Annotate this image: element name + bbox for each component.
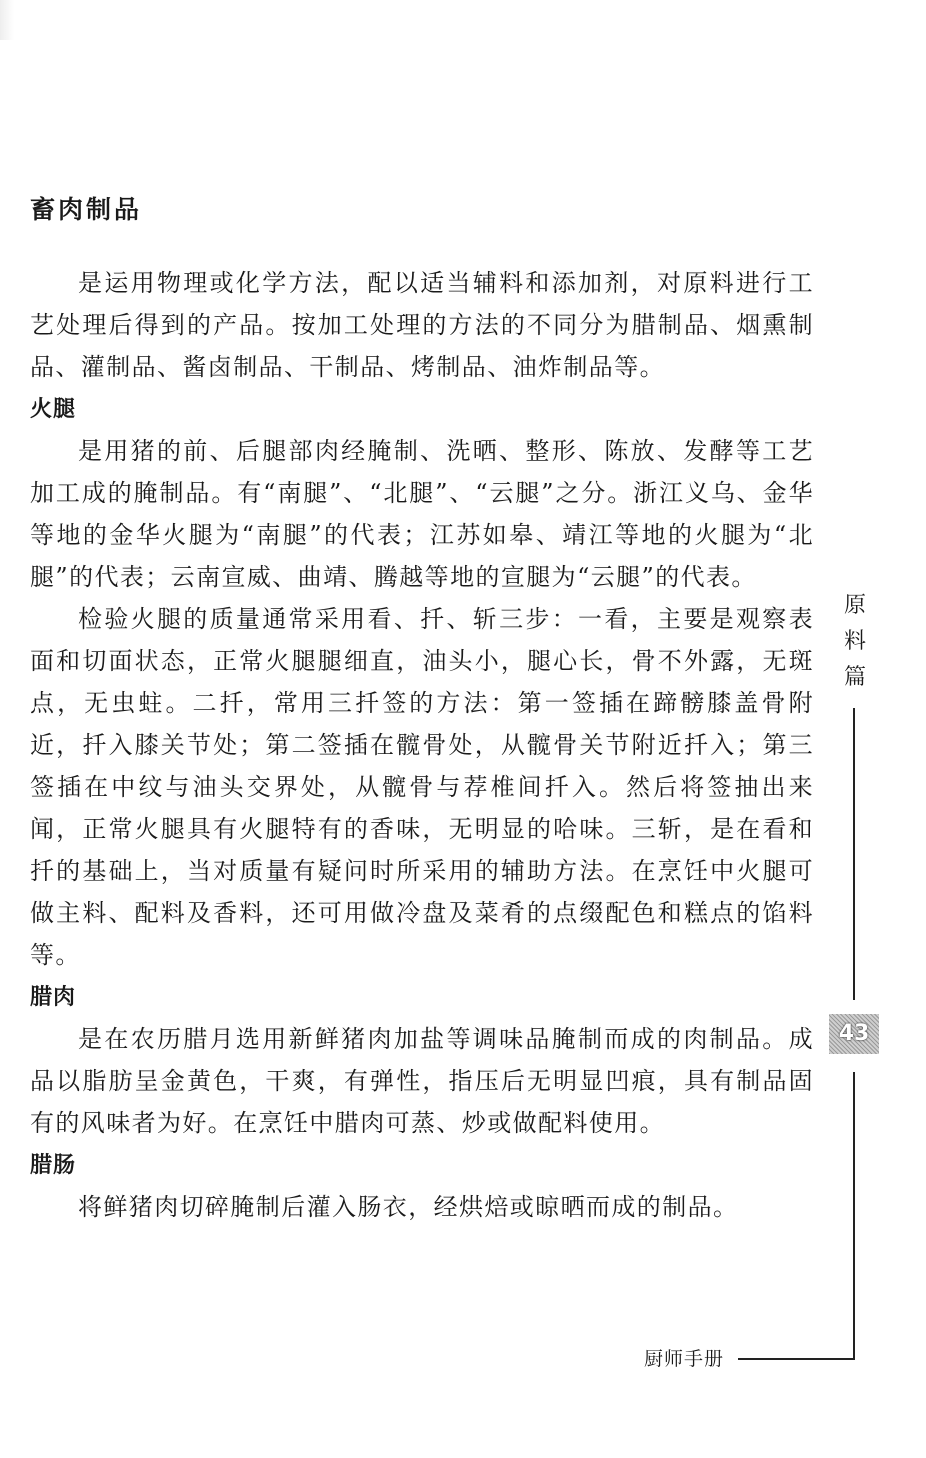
chapter-side-label [840, 588, 870, 696]
side-label-char-2: 料 [843, 629, 866, 654]
entry-title-sausage: 腊肠 [30, 1153, 77, 1178]
main-text [30, 188, 814, 1228]
ham-paragraph-2: 检验火腿的质量通常采用看、扦、斩三步：一看，主要是观察表面和切面状态，正常火腿腿细直，油头小，腿心长，骨不外露，无斑点，无虫蛀。二扦，常用三扦签的方法：第一签插在蹄髈膝盖骨附近，扦入膝关节处；第二签插在髋骨处，从髋骨关节附近扦入；第三签插在中纹与油头交界处，从髋骨与荐椎间扦入。然后将签抽出来闻，正常火腿具有火腿特有的香味，无明显的哈味。三斩，是在看和扦的基础上，当对质量有疑问时所采用的辅助方法。在烹饪中火腿可做主料、配料及香料，还可用做冷盘及菜肴的点缀配色和糕点的馅料等。 [30, 605, 814, 969]
side-label-char-1: 原 [843, 593, 866, 618]
section-title: 畜肉制品 [30, 195, 143, 224]
margin-rule-upper [853, 708, 855, 1000]
intro-paragraph: 是运用物理或化学方法，配以适当辅料和添加剂，对原料进行工艺处理后得到的产品。按加工处理的方法的不同分为腊制品、烟熏制品、灌制品、酱卤制品、干制品、烤制品、油炸制品等。 [30, 269, 814, 381]
side-label-char-3: 篇 [843, 665, 866, 690]
running-footer-title: 厨师手册 [644, 1348, 725, 1370]
margin-rule-lower [853, 1072, 855, 1360]
ham-paragraph-1: 是用猪的前、后腿部肉经腌制、洗晒、整形、陈放、发酵等工艺加工成的腌制品。有“南腿”、“北腿”、“云腿”之分。浙江义乌、金华等地的金华火腿为“南腿”的代表；江苏如皋、靖江等地的火腿为“北腿”的代表；云南宣威、曲靖、腾越等地的宣腿为“云腿”的代表。 [30, 437, 814, 591]
page-number: 43 [829, 1014, 879, 1054]
page-edge-shadow [0, 0, 14, 40]
sausage-paragraph: 将鲜猪肉切碎腌制后灌入肠衣，经烘焙或晾晒而成的制品。 [78, 1193, 739, 1221]
footer-rule [738, 1358, 855, 1360]
entry-title-cured-pork: 腊肉 [30, 985, 77, 1010]
entry-title-ham: 火腿 [30, 397, 77, 422]
cured-pork-paragraph: 是在农历腊月选用新鲜猪肉加盐等调味品腌制而成的肉制品。成品以脂肪呈金黄色，干爽，有弹性，指压后无明显凹痕，具有制品固有的风味者为好。在烹饪中腊肉可蒸、炒或做配料使用。 [30, 1025, 814, 1137]
